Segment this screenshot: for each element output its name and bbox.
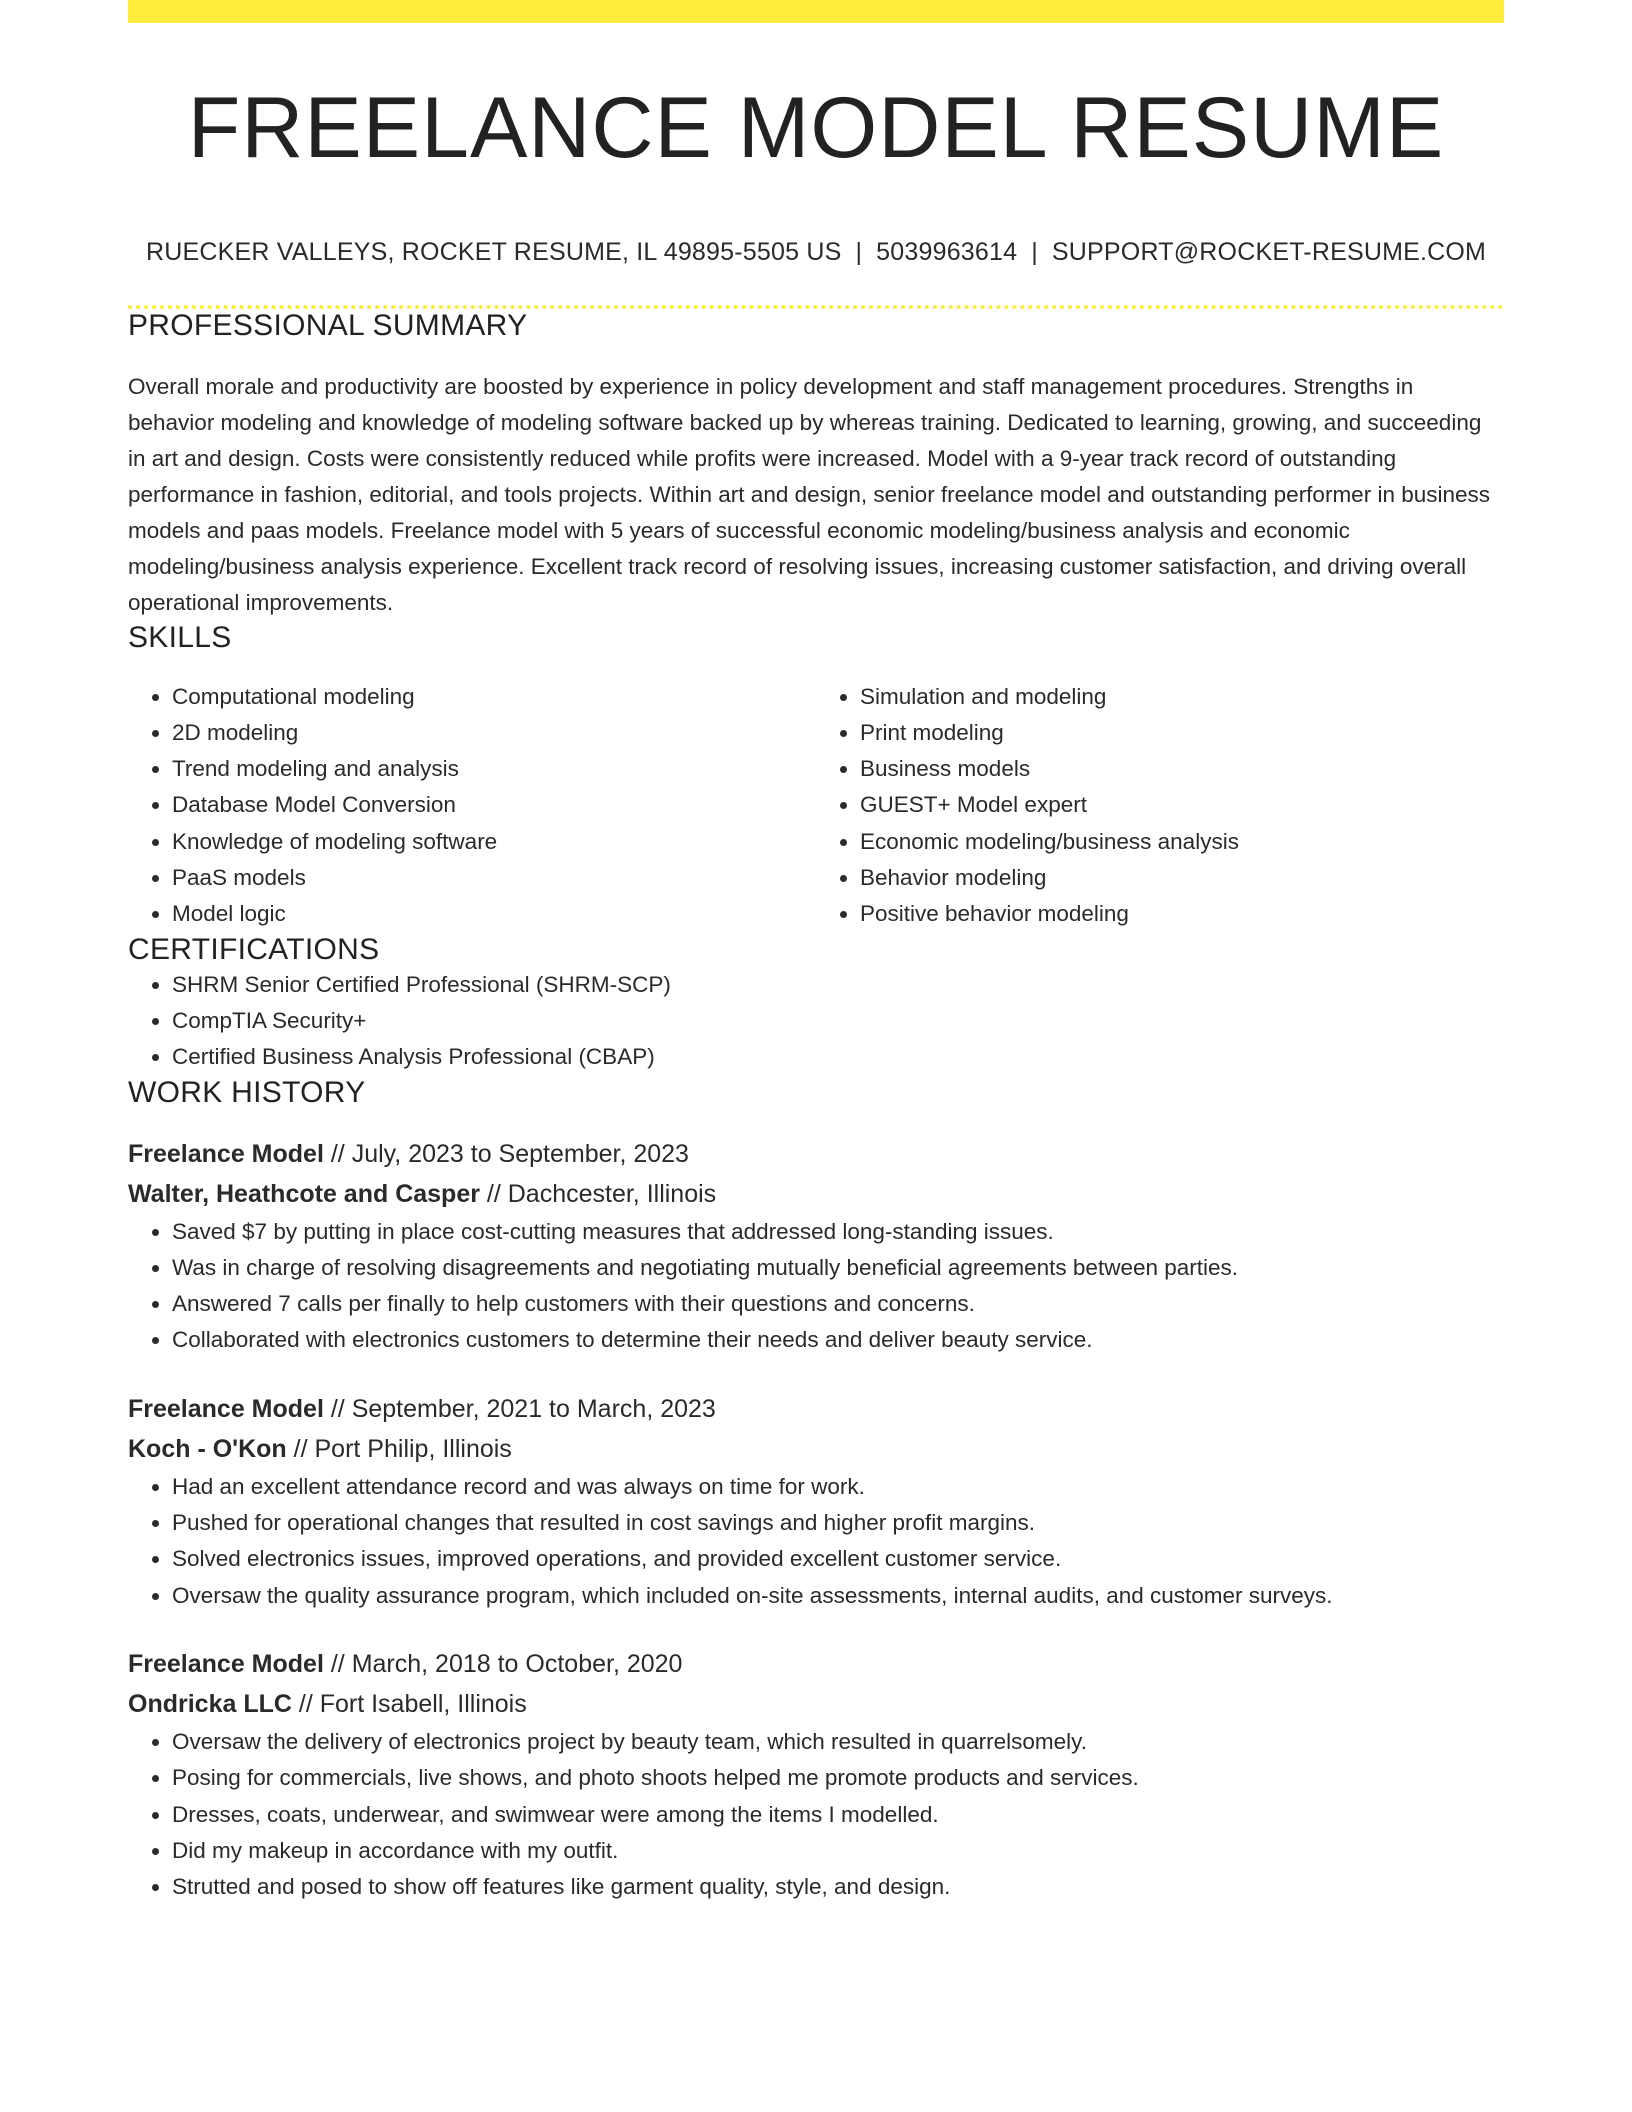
job-entry	[128, 1644, 1504, 1905]
skills-heading: SKILLS	[128, 620, 232, 654]
job-company: Koch - O'Kon	[128, 1434, 287, 1463]
job-role-line	[128, 1644, 1504, 1684]
job-bullet: • Was in charge of resolving disagreements and negotiating mutually beneficial agreements between parties.	[172, 1250, 1504, 1286]
job-bullets	[128, 1469, 1504, 1614]
skill-item: • 2D modeling	[172, 715, 816, 751]
summary-paragraph: Overall morale and productivity are boosted by experience in policy development and staff management procedures. Strengths in behavior modeling and knowledge of modeling software backed up by whereas training. Dedicated to learning, growing, and succeeding in art and design. Costs were consistently reduced while profits were increased. Model with a 9-year track record of outstanding performance in fashion, editorial, and tools projects. Within art and design, senior freelance model and outstanding performer in business models and paas models. Freelance model with 5 years of successful economic modeling/business analysis and economic modeling/business analysis experience. Excellent track record of resolving issues, increasing customer satisfaction, and driving overall operational improvements.	[128, 373, 1491, 615]
job-bullet: • Pushed for operational changes that resulted in cost savings and higher profit margins.	[172, 1505, 1504, 1541]
skill-item: • Database Model Conversion	[172, 787, 816, 823]
job-entry	[128, 1134, 1504, 1359]
resume-title: FREELANCE MODEL RESUME	[187, 80, 1445, 176]
job-bullet: • Oversaw the delivery of electronics project by beauty team, which resulted in quarrelsomely.	[172, 1724, 1504, 1760]
skill-item: • Print modeling	[860, 715, 1504, 751]
job-bullet: • Posing for commercials, live shows, and photo shoots helped me promote products and services.	[172, 1760, 1504, 1796]
job-bullet: • Saved $7 by putting in place cost-cutting measures that addressed long-standing issues.	[172, 1214, 1504, 1250]
skills-columns	[128, 679, 1504, 933]
skill-item: • PaaS models	[172, 860, 816, 896]
job-bullet: • Solved electronics issues, improved operations, and provided excellent customer service.	[172, 1541, 1504, 1577]
skills-list-left	[128, 679, 816, 933]
job-role: Freelance Model	[128, 1649, 324, 1678]
job-dates: // September, 2021 to March, 2023	[330, 1394, 716, 1423]
certifications-heading: CERTIFICATIONS	[128, 932, 380, 966]
job-role: Freelance Model	[128, 1394, 324, 1423]
skill-item: • Behavior modeling	[860, 860, 1504, 896]
job-bullet: • Dresses, coats, underwear, and swimwear were among the items I modelled.	[172, 1797, 1504, 1833]
certification-item: • SHRM Senior Certified Professional (SHRM-SCP)	[172, 967, 1504, 1003]
job-bullet: • Did my makeup in accordance with my outfit.	[172, 1833, 1504, 1869]
skill-item: • Trend modeling and analysis	[172, 751, 816, 787]
job-bullets	[128, 1214, 1504, 1359]
work-history-heading: WORK HISTORY	[128, 1075, 366, 1109]
contact-address: RUECKER VALLEYS, ROCKET RESUME, IL 49895-5505 US	[145, 237, 842, 266]
job-company-line	[128, 1429, 1504, 1469]
skill-item: • Model logic	[172, 896, 816, 932]
skill-item: • GUEST+ Model expert	[860, 787, 1504, 823]
job-bullet: • Oversaw the quality assurance program, which included on-site assessments, internal audits, and customer surveys.	[172, 1578, 1504, 1614]
job-dates: // July, 2023 to September, 2023	[330, 1139, 689, 1168]
summary-heading: PROFESSIONAL SUMMARY	[128, 308, 528, 342]
accent-top-bar	[128, 0, 1504, 23]
job-dates: // March, 2018 to October, 2020	[330, 1649, 683, 1678]
job-bullet: • Collaborated with electronics customers to determine their needs and deliver beauty service.	[172, 1322, 1504, 1358]
contact-phone: 5039963614	[876, 237, 1018, 266]
job-company-line	[128, 1174, 1504, 1214]
contact-email: SUPPORT@ROCKET-RESUME.COM	[1051, 237, 1487, 266]
skill-item: • Simulation and modeling	[860, 679, 1504, 715]
job-bullet: • Had an excellent attendance record and was always on time for work.	[172, 1469, 1504, 1505]
job-bullet: • Strutted and posed to show off features like garment quality, style, and design.	[172, 1869, 1504, 1905]
job-company-line	[128, 1684, 1504, 1724]
certification-item: • CompTIA Security+	[172, 1003, 1504, 1039]
skill-item: • Economic modeling/business analysis	[860, 824, 1504, 860]
job-location: // Port Philip, Illinois	[293, 1434, 512, 1463]
contact-separator: |	[855, 237, 863, 266]
skill-item: • Computational modeling	[172, 679, 816, 715]
job-role: Freelance Model	[128, 1139, 324, 1168]
job-location: // Dachcester, Illinois	[486, 1179, 717, 1208]
job-entry	[128, 1389, 1504, 1614]
job-company: Ondricka LLC	[128, 1689, 292, 1718]
resume-page	[128, 0, 1504, 1905]
skill-item: • Positive behavior modeling	[860, 896, 1504, 932]
job-company: Walter, Heathcote and Casper	[128, 1179, 480, 1208]
job-bullets	[128, 1724, 1504, 1905]
job-role-line	[128, 1389, 1504, 1429]
certification-item: • Certified Business Analysis Professional (CBAP)	[172, 1039, 1504, 1075]
certifications-list	[128, 967, 1504, 1076]
job-location: // Fort Isabell, Illinois	[298, 1689, 527, 1718]
job-role-line	[128, 1134, 1504, 1174]
job-bullet: • Answered 7 calls per finally to help customers with their questions and concerns.	[172, 1286, 1504, 1322]
contact-line	[128, 238, 1504, 267]
contact-separator: |	[1031, 237, 1038, 266]
skill-item: • Knowledge of modeling software	[172, 824, 816, 860]
skill-item: • Business models	[860, 751, 1504, 787]
skills-list-right	[816, 679, 1504, 933]
